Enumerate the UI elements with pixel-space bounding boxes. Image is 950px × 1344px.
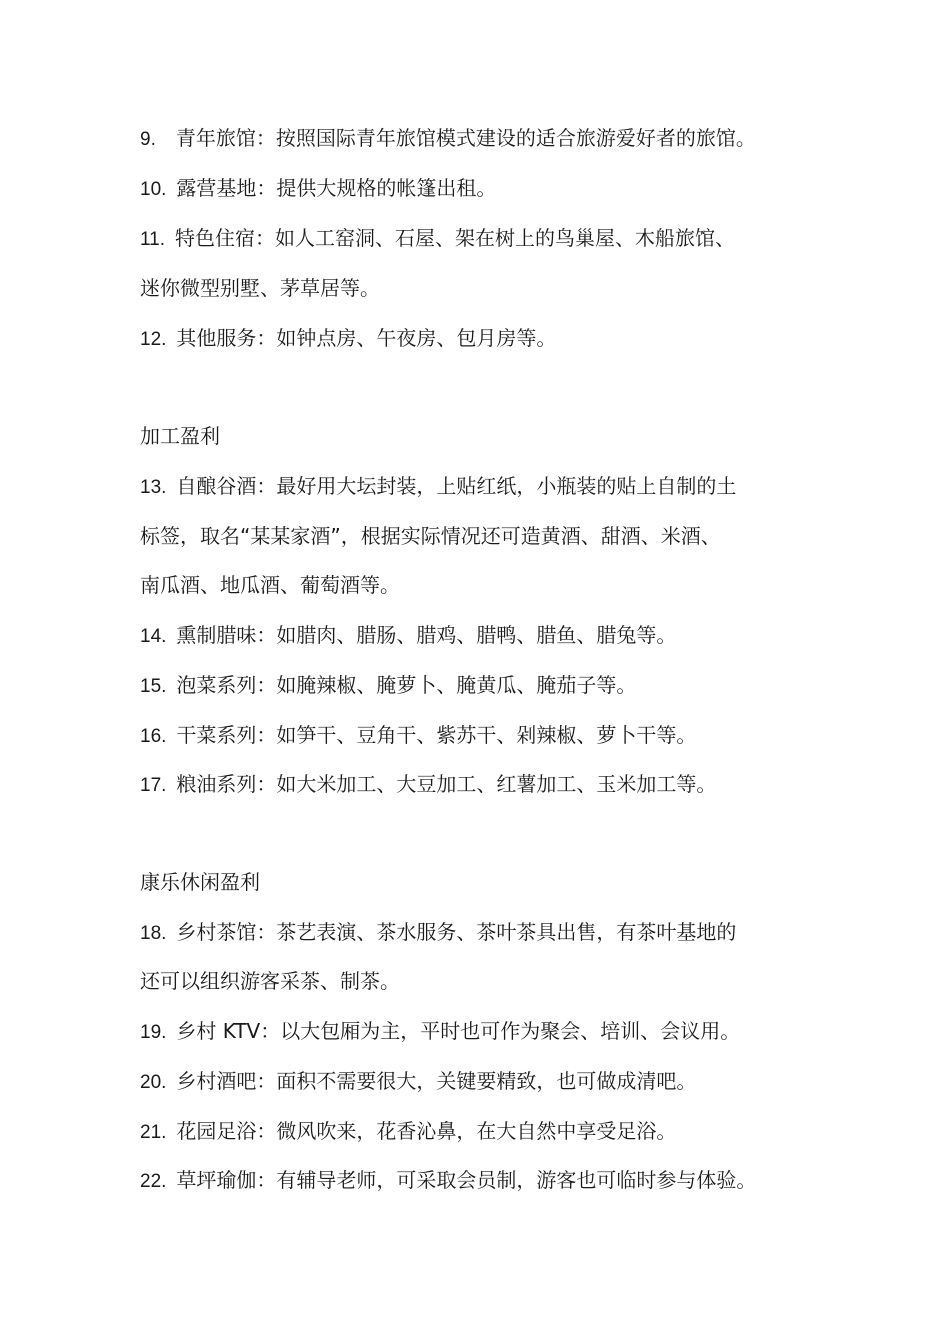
item-number: 15. <box>140 676 167 697</box>
list-item-continuation <box>140 569 830 601</box>
item-text: 南瓜酒、地瓜酒、葡萄酒等。 <box>140 573 400 597</box>
item-number: 16. <box>140 726 167 747</box>
list-item <box>140 122 830 154</box>
item-number: 18. <box>140 923 167 944</box>
section-heading: 康乐休闲盈利 <box>140 870 260 894</box>
item-text: 草坪瑜伽：有辅导老师，可采取会员制，游客也可临时参与体验。 <box>176 1168 757 1192</box>
item-number: 22. <box>140 1171 167 1192</box>
list-item <box>140 470 830 502</box>
item-text: 粮油系列：如大米加工、大豆加工、红薯加工、玉米加工等。 <box>176 772 717 796</box>
item-text: 熏制腊味：如腊肉、腊肠、腊鸡、腊鸭、腊鱼、腊兔等。 <box>176 623 677 647</box>
list-item <box>140 322 830 354</box>
item-number: 19. <box>140 1022 167 1043</box>
item-text: 乡村酒吧：面积不需要很大，关键要精致，也可做成清吧。 <box>176 1069 697 1093</box>
list-item <box>140 1115 830 1147</box>
item-text: 标签，取名“某某家酒”，根据实际情况还可造黄酒、甜酒、米酒、 <box>140 524 721 548</box>
item-number: 17. <box>140 775 167 796</box>
item-text: 露营基地：提供大规格的帐篷出租。 <box>176 176 497 200</box>
item-number: 20. <box>140 1072 167 1093</box>
item-text: 乡村 KTV：以大包厢为主，平时也可作为聚会、培训、会议用。 <box>176 1019 741 1043</box>
list-item <box>140 172 830 204</box>
list-item-continuation <box>140 272 830 304</box>
list-item-continuation <box>140 965 830 997</box>
list-item <box>140 916 830 948</box>
item-text: 乡村茶馆：茶艺表演、茶水服务、茶叶茶具出售，有茶叶基地的 <box>176 920 737 944</box>
item-number: 14. <box>140 626 167 647</box>
list-item-continuation <box>140 520 830 552</box>
item-text: 花园足浴：微风吹来，花香沁鼻，在大自然中享受足浴。 <box>176 1119 677 1143</box>
item-number: 12. <box>140 329 167 350</box>
item-text: 泡菜系列：如腌辣椒、腌萝卜、腌黄瓜、腌茄子等。 <box>176 673 637 697</box>
item-text: 干菜系列：如笋干、豆角干、紫苏干、剁辣椒、萝卜干等。 <box>176 723 697 747</box>
section-heading: 加工盈利 <box>140 424 220 448</box>
item-text: 还可以组织游客采茶、制茶。 <box>140 969 400 993</box>
list-item <box>140 768 830 800</box>
list-item <box>140 669 830 701</box>
item-number: 10. <box>140 179 167 200</box>
item-number: 11. <box>140 229 166 250</box>
item-text: 其他服务：如钟点房、午夜房、包月房等。 <box>176 326 557 350</box>
item-text: 特色住宿：如人工窑洞、石屋、架在树上的鸟巢屋、木船旅馆、 <box>175 226 736 250</box>
item-text: 青年旅馆：按照国际青年旅馆模式建设的适合旅游爱好者的旅馆。 <box>175 126 756 150</box>
list-item <box>140 1065 830 1097</box>
list-item <box>140 222 830 254</box>
item-text: 迷你微型别墅、茅草居等。 <box>140 276 380 300</box>
item-number: 13. <box>140 477 167 498</box>
item-text: 自酿谷酒：最好用大坛封装，上贴红纸，小瓶装的贴上自制的土 <box>176 474 737 498</box>
item-number: 21. <box>140 1122 167 1143</box>
list-item <box>140 619 830 651</box>
list-item <box>140 1015 830 1047</box>
item-number: 9. <box>140 129 156 150</box>
list-item <box>140 719 830 751</box>
list-item <box>140 1164 830 1196</box>
